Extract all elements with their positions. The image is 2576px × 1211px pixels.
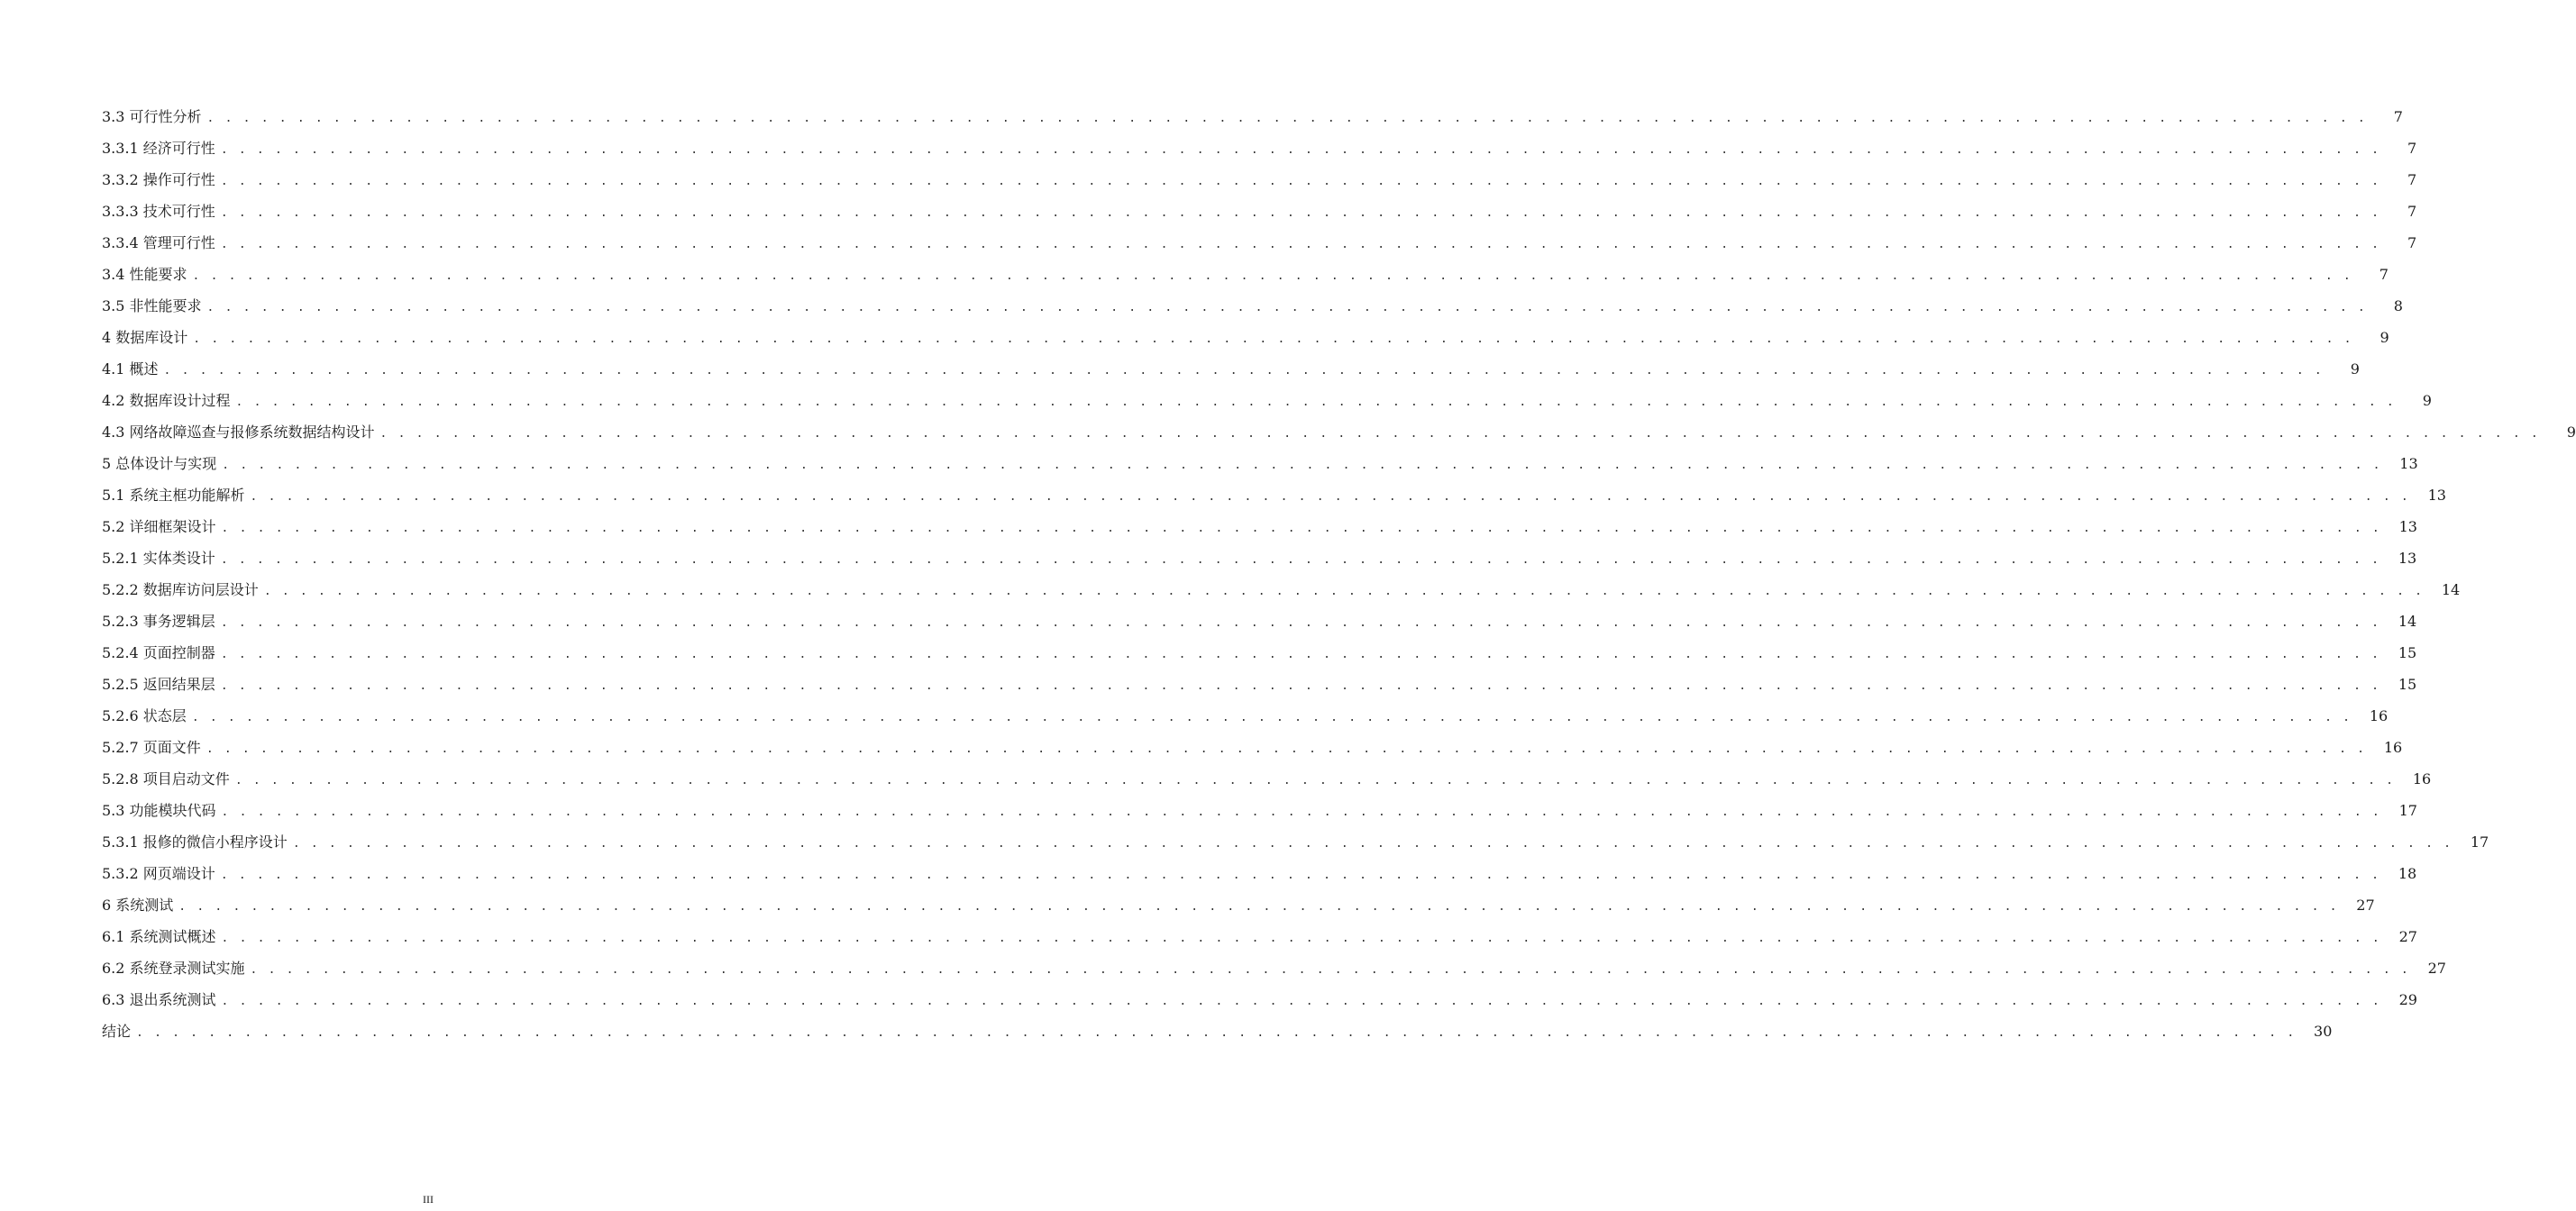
toc-entry-page: 18 <box>2398 865 2417 882</box>
toc-entry-page: 14 <box>2398 613 2417 630</box>
toc-entry-page: 30 <box>2314 1023 2333 1040</box>
toc-dot-leader: . . . . . . . . . . . . . . . . . . . . . . . . . . . . . . . . . . . . . . . . . . . . . . . . . . . . . . . . . . . . . . . . . . . . . . . . . . . . . . . . . . . . . . . . . . . . . . . . . . . . . . . . . . . . . . . . . . . . . . . . <box>222 459 2382 472</box>
toc-entry-page: 9 <box>2566 423 2576 441</box>
toc-entry-title: 4.1 概述 <box>102 360 159 378</box>
table-of-contents <box>102 101 2576 1047</box>
toc-entry[interactable] <box>102 952 2446 984</box>
toc-entry[interactable] <box>102 1015 2333 1047</box>
toc-entry-page: 7 <box>2393 108 2403 125</box>
page-number: III <box>423 1193 434 1206</box>
toc-dot-leader: . . . . . . . . . . . . . . . . . . . . . . . . . . . . . . . . . . . . . . . . . . . . . . . . . . . . . . . . . . . . . . . . . . . . . . . . . . . . . . . . . . . . . . . . . . . . . . . . . . . . . . . . . . . . . . . . . . . . . . . . <box>220 175 2381 188</box>
toc-entry-page: 7 <box>2407 140 2417 157</box>
toc-entry-page: 17 <box>2470 833 2489 851</box>
toc-entry[interactable] <box>102 479 2446 511</box>
toc-entry-title: 4.2 数据库设计过程 <box>102 392 231 409</box>
toc-entry[interactable] <box>102 227 2417 259</box>
toc-entry[interactable] <box>102 353 2360 385</box>
toc-entry[interactable] <box>102 889 2375 921</box>
toc-entry[interactable] <box>102 700 2389 732</box>
toc-entry[interactable] <box>102 259 2389 290</box>
toc-entry[interactable] <box>102 542 2417 574</box>
toc-entry-title: 5.2.2 数据库访问层设计 <box>102 581 259 598</box>
toc-entry[interactable] <box>102 448 2418 479</box>
toc-entry-title: 6 系统测试 <box>102 897 174 914</box>
toc-entry-title: 5.3 功能模块代码 <box>102 802 216 819</box>
toc-entry-page: 13 <box>2398 518 2417 535</box>
toc-entry[interactable] <box>102 795 2417 826</box>
toc-entry-page: 9 <box>2350 360 2360 378</box>
toc-entry-page: 7 <box>2379 266 2389 283</box>
toc-dot-leader: . . . . . . . . . . . . . . . . . . . . . . . . . . . . . . . . . . . . . . . . . . . . . . . . . . . . . . . . . . . . . . . . . . . . . . . . . . . . . . . . . . . . . . . . . . . . . . . . . . . . . . . . . . . . . . . . . . . . . . . . <box>250 490 2410 504</box>
toc-entry-page: 7 <box>2407 234 2417 251</box>
toc-entry[interactable] <box>102 511 2417 542</box>
toc-entry[interactable] <box>102 574 2461 606</box>
toc-dot-leader: . . . . . . . . . . . . . . . . . . . . . . . . . . . . . . . . . . . . . . . . . . . . . . . . . . . . . . . . . . . . . . . . . . . . . . . . . . . . . . . . . . . . . . . . . . . . . . . . . . . . . . . . . . . . . . . . . . . . . . . . <box>220 679 2381 693</box>
toc-entry-page: 14 <box>2441 581 2461 598</box>
toc-dot-leader: . . . . . . . . . . . . . . . . . . . . . . . . . . . . . . . . . . . . . . . . . . . . . . . . . . . . . . . . . . . . . . . . . . . . . . . . . . . . . . . . . . . . . . . . . . . . . . . . . . . . . . . . . . . . . . . . . . . . . . . . <box>192 269 2352 283</box>
toc-entry[interactable] <box>102 290 2403 322</box>
toc-dot-leader: . . . . . . . . . . . . . . . . . . . . . . . . . . . . . . . . . . . . . . . . . . . . . . . . . . . . . . . . . . . . . . . . . . . . . . . . . . . . . . . . . . . . . . . . . . . . . . . . . . . . . . . . . . . . . . . . . . . . . . . . <box>206 742 2367 756</box>
toc-dot-leader: . . . . . . . . . . . . . . . . . . . . . . . . . . . . . . . . . . . . . . . . . . . . . . . . . . . . . . . . . . . . . . . . . . . . . . . . . . . . . . . . . . . . . . . . . . . . . . . . . . . . . . . . . . . . . . . . . . . . . . . . <box>136 1026 2297 1040</box>
toc-entry[interactable] <box>102 732 2403 763</box>
toc-dot-leader: . . . . . . . . . . . . . . . . . . . . . . . . . . . . . . . . . . . . . . . . . . . . . . . . . . . . . . . . . . . . . . . . . . . . . . . . . . . . . . . . . . . . . . . . . . . . . . . . . . . . . . . . . . . . . . . . . . . . . . . . <box>206 112 2367 125</box>
toc-entry-page: 16 <box>2412 770 2432 788</box>
toc-dot-leader: . . . . . . . . . . . . . . . . . . . . . . . . . . . . . . . . . . . . . . . . . . . . . . . . . . . . . . . . . . . . . . . . . . . . . . . . . . . . . . . . . . . . . . . . . . . . . . . . . . . . . . . . . . . . . . . . . . . . . . . . <box>263 585 2425 598</box>
toc-entry[interactable] <box>102 858 2417 889</box>
toc-entry[interactable] <box>102 984 2417 1015</box>
toc-entry-title: 5.1 系统主框功能解析 <box>102 487 245 504</box>
toc-entry-page: 15 <box>2398 644 2417 661</box>
toc-dot-leader: . . . . . . . . . . . . . . . . . . . . . . . . . . . . . . . . . . . . . . . . . . . . . . . . . . . . . . . . . . . . . . . . . . . . . . . . . . . . . . . . . . . . . . . . . . . . . . . . . . . . . . . . . . . . . . . . . . . . . . . . <box>220 869 2381 882</box>
toc-entry-title: 5.2 详细框架设计 <box>102 518 216 535</box>
toc-dot-leader: . . . . . . . . . . . . . . . . . . . . . . . . . . . . . . . . . . . . . . . . . . . . . . . . . . . . . . . . . . . . . . . . . . . . . . . . . . . . . . . . . . . . . . . . . . . . . . . . . . . . . . . . . . . . . . . . . . . . . . . . <box>221 995 2381 1008</box>
toc-entry[interactable] <box>102 763 2432 795</box>
toc-entry-title: 3.5 非性能要求 <box>102 297 202 314</box>
toc-entry-title: 3.3 可行性分析 <box>102 108 202 125</box>
toc-entry-page: 7 <box>2407 171 2417 188</box>
toc-dot-leader: . . . . . . . . . . . . . . . . . . . . . . . . . . . . . . . . . . . . . . . . . . . . . . . . . . . . . . . . . . . . . . . . . . . . . . . . . . . . . . . . . . . . . . . . . . . . . . . . . . . . . . . . . . . . . . . . . . . . . . . . <box>221 806 2381 819</box>
toc-entry-page: 13 <box>2427 487 2446 504</box>
toc-entry-title: 6.1 系统测试概述 <box>102 928 216 945</box>
toc-entry-page: 27 <box>2398 928 2417 945</box>
toc-entry-title: 3.3.2 操作可行性 <box>102 171 215 188</box>
toc-dot-leader: . . . . . . . . . . . . . . . . . . . . . . . . . . . . . . . . . . . . . . . . . . . . . . . . . . . . . . . . . . . . . . . . . . . . . . . . . . . . . . . . . . . . . . . . . . . . . . . . . . . . . . . . . . . . . . . . . . . . . . . . <box>220 648 2381 661</box>
toc-entry-title: 5.3.1 报修的微信小程序设计 <box>102 833 288 851</box>
toc-entry-page: 27 <box>2427 960 2446 977</box>
toc-entry[interactable] <box>102 606 2417 637</box>
toc-entry-title: 5.2.7 页面文件 <box>102 739 201 756</box>
toc-dot-leader: . . . . . . . . . . . . . . . . . . . . . . . . . . . . . . . . . . . . . . . . . . . . . . . . . . . . . . . . . . . . . . . . . . . . . . . . . . . . . . . . . . . . . . . . . . . . . . . . . . . . . . . . . . . . . . . . . . . . . . . . <box>250 963 2410 977</box>
toc-entry-title: 5.3.2 网页端设计 <box>102 865 215 882</box>
toc-entry-title: 4 数据库设计 <box>102 329 188 346</box>
toc-entry-title: 5.2.5 返回结果层 <box>102 676 215 693</box>
toc-entry-title: 4.3 网络故障巡查与报修系统数据结构设计 <box>102 423 375 441</box>
toc-entry-page: 15 <box>2398 676 2417 693</box>
toc-entry-title: 5.2.6 状态层 <box>102 707 187 724</box>
toc-entry[interactable] <box>102 921 2417 952</box>
toc-dot-leader: . . . . . . . . . . . . . . . . . . . . . . . . . . . . . . . . . . . . . . . . . . . . . . . . . . . . . . . . . . . . . . . . . . . . . . . . . . . . . . . . . . . . . . . . . . . . . . . . . . . . . . . . . . . . . . . . . . . . . . . . <box>221 522 2381 535</box>
toc-entry[interactable] <box>102 416 2576 448</box>
toc-dot-leader: . . . . . . . . . . . . . . . . . . . . . . . . . . . . . . . . . . . . . . . . . . . . . . . . . . . . . . . . . . . . . . . . . . . . . . . . . . . . . . . . . . . . . . . . . . . . . . . . . . . . . . . . . . . . . . . . . . . . . . . . <box>235 396 2396 409</box>
toc-entry-title: 5 总体设计与实现 <box>102 455 217 472</box>
toc-entry-title: 3.4 性能要求 <box>102 266 187 283</box>
toc-entry-title: 结论 <box>102 1023 132 1040</box>
toc-entry-page: 8 <box>2393 297 2403 314</box>
toc-entry-title: 3.3.1 经济可行性 <box>102 140 215 157</box>
toc-dot-leader: . . . . . . . . . . . . . . . . . . . . . . . . . . . . . . . . . . . . . . . . . . . . . . . . . . . . . . . . . . . . . . . . . . . . . . . . . . . . . . . . . . . . . . . . . . . . . . . . . . . . . . . . . . . . . . . . . . . . . . . . <box>193 332 2353 346</box>
toc-entry-page: 13 <box>2399 455 2418 472</box>
toc-entry-page: 16 <box>2383 739 2403 756</box>
toc-entry[interactable] <box>102 196 2417 227</box>
toc-entry-page: 9 <box>2422 392 2432 409</box>
toc-entry-title: 3.3.3 技术可行性 <box>102 203 215 220</box>
toc-entry-title: 6.3 退出系统测试 <box>102 991 216 1008</box>
toc-entry-page: 27 <box>2356 897 2375 914</box>
toc-entry[interactable] <box>102 385 2432 416</box>
toc-entry[interactable] <box>102 164 2417 196</box>
toc-entry-page: 17 <box>2398 802 2417 819</box>
toc-dot-leader: . . . . . . . . . . . . . . . . . . . . . . . . . . . . . . . . . . . . . . . . . . . . . . . . . . . . . . . . . . . . . . . . . . . . . . . . . . . . . . . . . . . . . . . . . . . . . . . . . . . . . . . . . . . . . . . . . . . . . . . . <box>220 553 2381 567</box>
toc-entry[interactable] <box>102 132 2417 164</box>
toc-entry-title: 6.2 系统登录测试实施 <box>102 960 245 977</box>
toc-dot-leader: . . . . . . . . . . . . . . . . . . . . . . . . . . . . . . . . . . . . . . . . . . . . . . . . . . . . . . . . . . . . . . . . . . . . . . . . . . . . . . . . . . . . . . . . . . . . . . . . . . . . . . . . . . . . . . . . . . . . . . . . <box>163 364 2324 378</box>
toc-entry[interactable] <box>102 637 2417 669</box>
toc-dot-leader: . . . . . . . . . . . . . . . . . . . . . . . . . . . . . . . . . . . . . . . . . . . . . . . . . . . . . . . . . . . . . . . . . . . . . . . . . . . . . . . . . . . . . . . . . . . . . . . . . . . . . . . . . . . . . . . . . . . . . . . . <box>191 711 2352 724</box>
toc-dot-leader: . . . . . . . . . . . . . . . . . . . . . . . . . . . . . . . . . . . . . . . . . . . . . . . . . . . . . . . . . . . . . . . . . . . . . . . . . . . . . . . . . . . . . . . . . . . . . . . . . . . . . . . . . . . . . . . . . . . . . . . . <box>220 206 2381 220</box>
toc-entry[interactable] <box>102 322 2389 353</box>
toc-entry-page: 16 <box>2369 707 2389 724</box>
toc-entry-title: 5.2.4 页面控制器 <box>102 644 215 661</box>
toc-entry[interactable] <box>102 826 2489 858</box>
toc-dot-leader: . . . . . . . . . . . . . . . . . . . . . . . . . . . . . . . . . . . . . . . . . . . . . . . . . . . . . . . . . . . . . . . . . . . . . . . . . . . . . . . . . . . . . . . . . . . . . . . . . . . . . . . . . . . . . . . . . . . . . . . . <box>178 900 2339 914</box>
toc-dot-leader: . . . . . . . . . . . . . . . . . . . . . . . . . . . . . . . . . . . . . . . . . . . . . . . . . . . . . . . . . . . . . . . . . . . . . . . . . . . . . . . . . . . . . . . . . . . . . . . . . . . . . . . . . . . . . . . . . . . . . . . . <box>221 932 2381 945</box>
toc-entry[interactable] <box>102 669 2417 700</box>
toc-dot-leader: . . . . . . . . . . . . . . . . . . . . . . . . . . . . . . . . . . . . . . . . . . . . . . . . . . . . . . . . . . . . . . . . . . . . . . . . . . . . . . . . . . . . . . . . . . . . . . . . . . . . . . . . . . . . . . . . . . . . . . . . <box>220 616 2381 630</box>
toc-entry-title: 5.2.3 事务逻辑层 <box>102 613 215 630</box>
toc-dot-leader: . . . . . . . . . . . . . . . . . . . . . . . . . . . . . . . . . . . . . . . . . . . . . . . . . . . . . . . . . . . . . . . . . . . . . . . . . . . . . . . . . . . . . . . . . . . . . . . . . . . . . . . . . . . . . . . . . . . . . . . . <box>379 427 2540 441</box>
toc-dot-leader: . . . . . . . . . . . . . . . . . . . . . . . . . . . . . . . . . . . . . . . . . . . . . . . . . . . . . . . . . . . . . . . . . . . . . . . . . . . . . . . . . . . . . . . . . . . . . . . . . . . . . . . . . . . . . . . . . . . . . . . . <box>292 837 2453 851</box>
toc-entry[interactable] <box>102 101 2403 132</box>
toc-entry-title: 3.3.4 管理可行性 <box>102 234 215 251</box>
toc-dot-leader: . . . . . . . . . . . . . . . . . . . . . . . . . . . . . . . . . . . . . . . . . . . . . . . . . . . . . . . . . . . . . . . . . . . . . . . . . . . . . . . . . . . . . . . . . . . . . . . . . . . . . . . . . . . . . . . . . . . . . . . . <box>234 774 2396 788</box>
toc-entry-page: 7 <box>2407 203 2417 220</box>
toc-entry-title: 5.2.8 项目启动文件 <box>102 770 230 788</box>
toc-entry-page: 9 <box>2380 329 2389 346</box>
toc-dot-leader: . . . . . . . . . . . . . . . . . . . . . . . . . . . . . . . . . . . . . . . . . . . . . . . . . . . . . . . . . . . . . . . . . . . . . . . . . . . . . . . . . . . . . . . . . . . . . . . . . . . . . . . . . . . . . . . . . . . . . . . . <box>206 301 2367 314</box>
toc-dot-leader: . . . . . . . . . . . . . . . . . . . . . . . . . . . . . . . . . . . . . . . . . . . . . . . . . . . . . . . . . . . . . . . . . . . . . . . . . . . . . . . . . . . . . . . . . . . . . . . . . . . . . . . . . . . . . . . . . . . . . . . . <box>220 238 2381 251</box>
toc-entry-page: 29 <box>2398 991 2417 1008</box>
toc-entry-title: 5.2.1 实体类设计 <box>102 550 215 567</box>
toc-entry-page: 13 <box>2398 550 2417 567</box>
toc-dot-leader: . . . . . . . . . . . . . . . . . . . . . . . . . . . . . . . . . . . . . . . . . . . . . . . . . . . . . . . . . . . . . . . . . . . . . . . . . . . . . . . . . . . . . . . . . . . . . . . . . . . . . . . . . . . . . . . . . . . . . . . . <box>220 143 2381 157</box>
